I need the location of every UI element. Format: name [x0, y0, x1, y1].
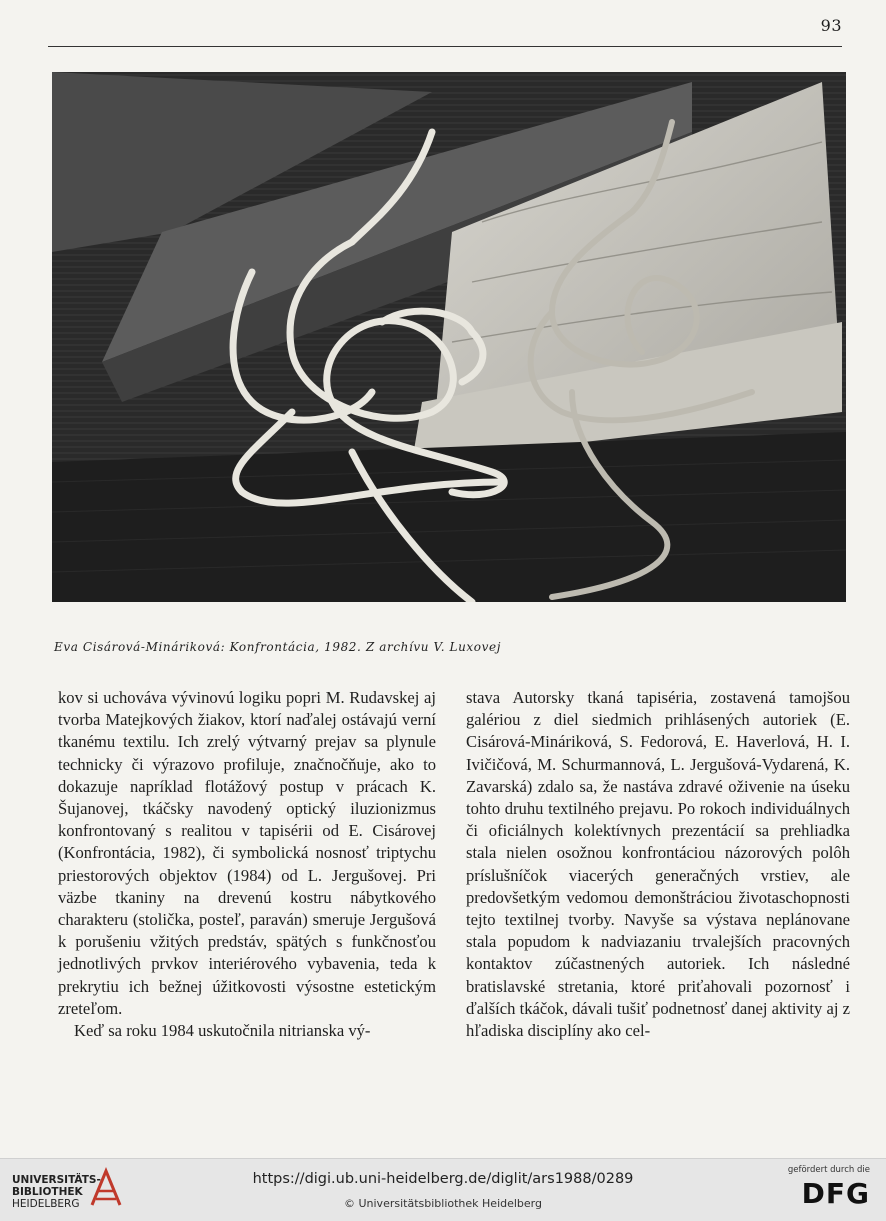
document-url-link[interactable]: https://digi.ub.uni-heidelberg.de/diglit/ars1988/0289	[252, 1171, 634, 1187]
page-number: 93	[820, 16, 842, 35]
figure-caption: Eva Cisárová-Mináriková: Konfrontácia, 1982. Z archívu V. Luxovej	[54, 640, 502, 654]
tapestry-photo	[52, 72, 846, 602]
footer-bar	[0, 1158, 886, 1221]
paragraph: stava Autorsky tkaná tapiséria, zostavená tamojšou galériou z diel siedmich prihlásených autoriek (E. Cisárová-Mináriková, S. Fedorová, E. Haverlová, H. I. Ivičičová, M. Schurmannová, L. Jergušová-Vydarená, K. Zavarská) zdalo sa, že nastáva zdravé oživenie na úseku tohto druhu textilného prejavu. Po rokoch individuálnych či oficiálnych kolektívnych prezentácií sa prehliadka stala nielen osožnou konfrontáciou názorových polôh príslušníčok viacerých generačných vrstiev, ale predovšetkým vedomou demonštráciou životaschopnosti tejto textilnej tvorby. Navyše sa výstava neplánovane stala popudom k nadviazaniu trvalejších pracovných kontaktov zúčastnených autoriek. Ich následné bratislavské stretania, ktoré priťahovali pozornosť i ďalších tkáčok, dávali tušiť podnetnosť danej aktivity aj z hľadiska disciplíny ako cel-	[466, 688, 850, 1041]
text-column-left	[58, 687, 436, 1042]
text-column-right	[466, 687, 850, 1042]
dfg-logo[interactable]: DFG	[801, 1177, 870, 1210]
library-name-line: BIBLIOTHEK	[12, 1186, 83, 1198]
library-name-line: HEIDELBERG	[12, 1198, 80, 1210]
paragraph: Keď sa roku 1984 uskutočnila nitrianska vý-	[74, 1021, 371, 1041]
sponsor-note: gefördert durch die	[787, 1165, 870, 1175]
paragraph: kov si uchováva vývinovú logiku popri M. Rudavskej aj tvorba Matejkových žiakov, ktorí naďalej ostávajú verní tkanému textilu. Ich zrelý výtvarný prejav sa plynule technicky či výrazovo profiluje, značnočňuje, ako to dokazuje napríklad flotážový postup v prácach K. Šujanovej, tkáčsky navodený optický iluzionizmus konfrontovaný s realitou v tapisérii od E. Cisárovej (Konfrontácia, 1982), či symbolická nosnosť triptychu priestorových objektov (1984) od L. Jergušovej. Pri väzbe tkaniny na drevenú kostru nábytkového charakteru (stolička, posteľ, paraván) smeruje Jergušová k porušeniu vžitých predstáv, spätých s funkčnosťou jednotlivých prvkov interiérového vybavenia, teda k prekrytiu ich bežnej úžitkovosti výsostne estetickým zreteľom.	[58, 688, 436, 1018]
library-name-line: UNIVERSITÄTS-	[12, 1174, 101, 1186]
header-rule	[48, 46, 842, 47]
copyright-notice: © Universitätsbibliothek Heidelberg	[343, 1197, 542, 1210]
